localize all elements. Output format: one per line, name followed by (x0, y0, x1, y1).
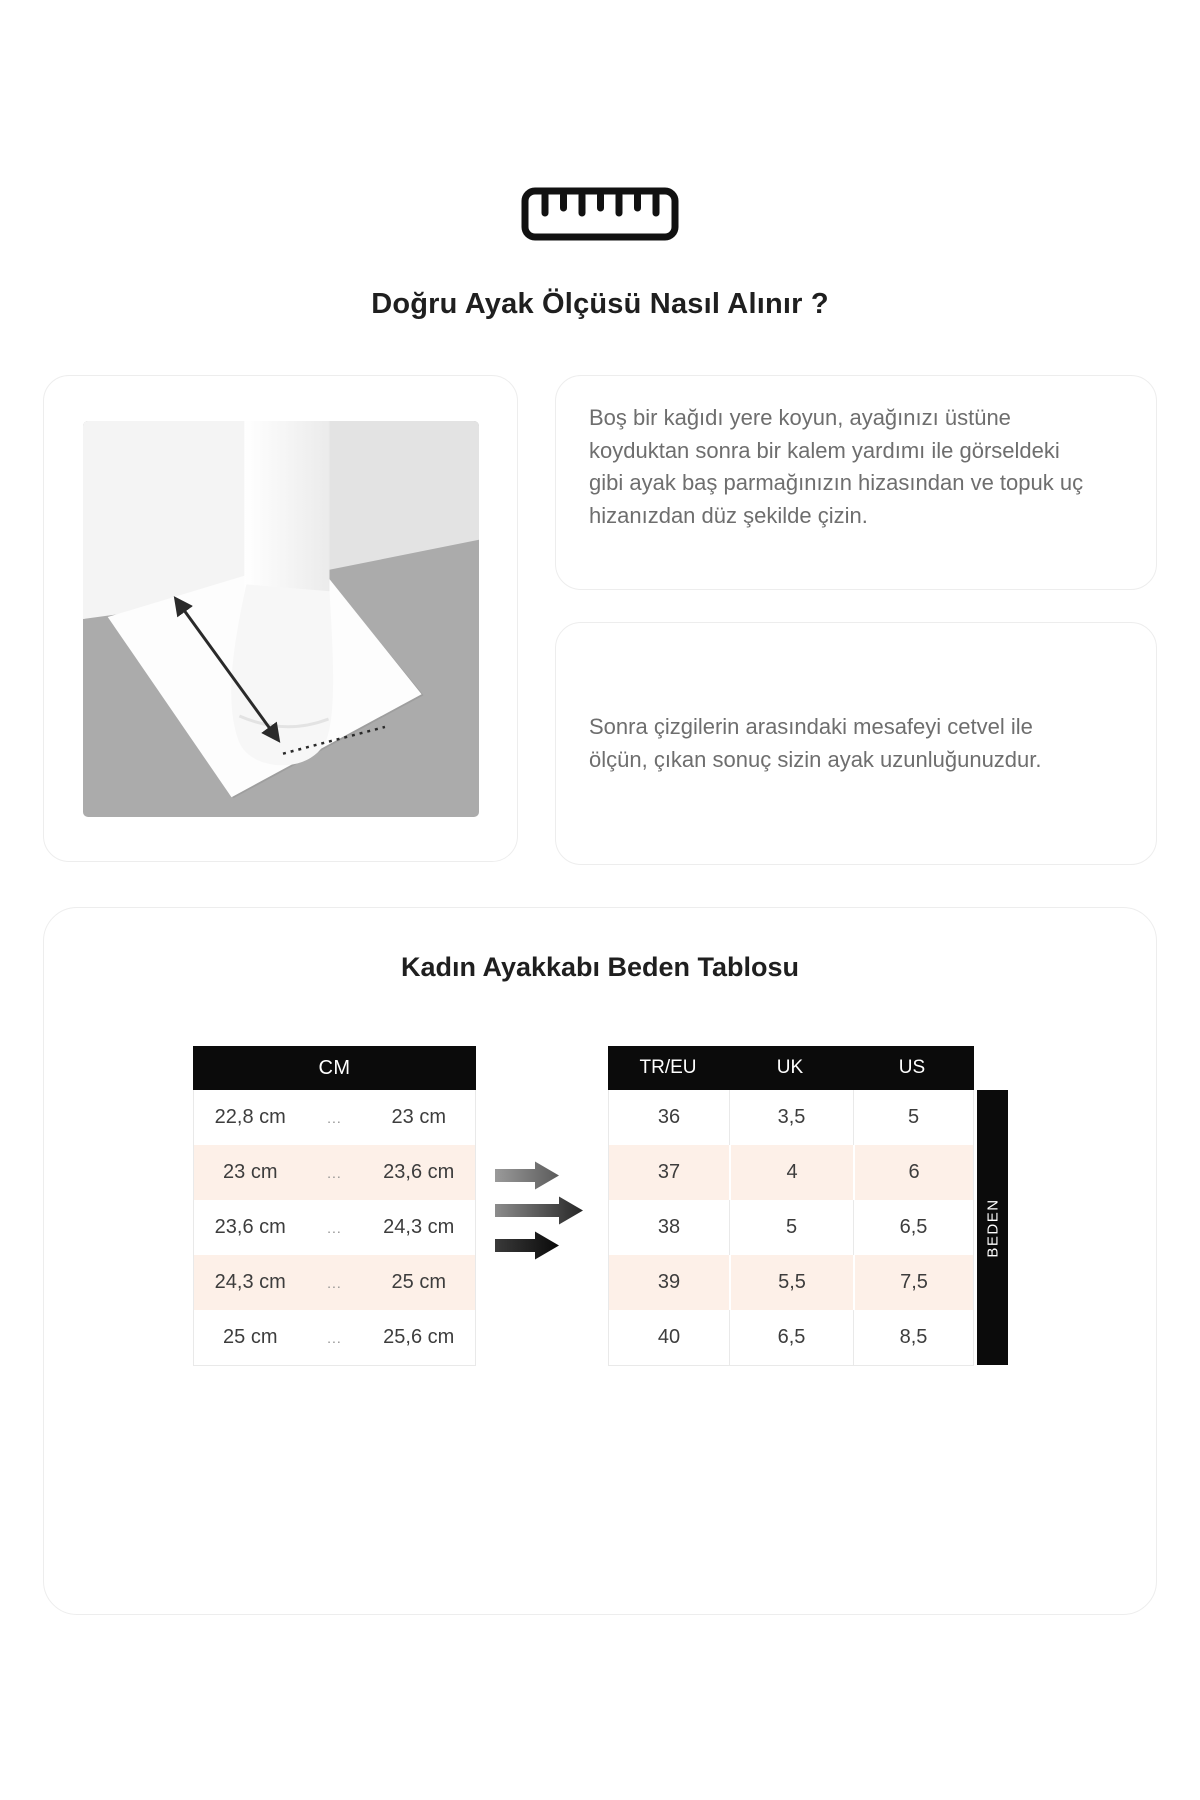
cm-range-to: 23,6 cm (383, 1161, 455, 1183)
arrows-right-icon (495, 1156, 590, 1269)
size-cell: 36 (657, 1106, 681, 1128)
cm-table-row (194, 1310, 475, 1365)
size-table-body (608, 1090, 974, 1366)
cm-table-header: CM (193, 1046, 476, 1090)
cm-range-separator: ... (327, 1274, 342, 1291)
size-table-header-us: US (898, 1057, 926, 1078)
cm-range-table (193, 1046, 476, 1366)
cm-table-row (194, 1145, 475, 1200)
cm-range-from: 23 cm (223, 1161, 278, 1183)
size-table-row (609, 1255, 973, 1310)
size-cell: 40 (657, 1326, 681, 1348)
cm-table-row (194, 1255, 475, 1310)
beden-side-label: BEDEN (984, 1197, 1001, 1258)
instruction-step2-text: Sonra çizgilerin arasındaki mesafeyi cetvel ile ölçün, çıkan sonuç sizin ayak uzunluğunuzdur. (589, 714, 1042, 772)
size-cell: 38 (657, 1216, 681, 1238)
size-chart-title: Kadın Ayakkabı Beden Tablosu (400, 952, 800, 982)
size-cell: 6 (853, 1145, 973, 1200)
cm-range-to: 25 cm (391, 1271, 446, 1293)
size-cell: 5 (729, 1200, 853, 1255)
size-table-row (609, 1145, 973, 1200)
cm-table-row (194, 1090, 475, 1145)
cm-range-separator: ... (327, 1164, 342, 1181)
cm-range-to: 24,3 cm (383, 1216, 455, 1238)
cm-range-from: 23,6 cm (214, 1216, 286, 1238)
cm-range-from: 25 cm (223, 1326, 278, 1348)
size-cell: 5 (853, 1090, 973, 1145)
size-cell: 37 (657, 1161, 681, 1183)
foot-measure-photo-card (43, 375, 518, 862)
instruction-cards-row (43, 375, 1157, 865)
cm-range-separator: ... (327, 1329, 342, 1346)
size-cell: 4 (729, 1145, 853, 1200)
size-table-row (609, 1090, 973, 1145)
size-table-header-row (608, 1046, 974, 1090)
size-table-row (609, 1310, 973, 1365)
size-conversion-table (608, 1046, 1008, 1366)
size-cell: 6,5 (853, 1200, 973, 1255)
size-cell: 39 (657, 1271, 681, 1293)
size-table-row (609, 1200, 973, 1255)
cm-table-row (194, 1200, 475, 1255)
cm-range-from: 22,8 cm (214, 1106, 286, 1128)
beden-side-bar (977, 1090, 1008, 1365)
foot-on-paper-image (83, 421, 479, 817)
instruction-text-column (555, 375, 1157, 865)
size-table-header-uk: UK (776, 1057, 804, 1078)
size-cell: 6,5 (729, 1310, 853, 1365)
cm-range-separator: ... (327, 1219, 342, 1236)
size-cell: 7,5 (853, 1255, 973, 1310)
cm-range-to: 25,6 cm (383, 1326, 455, 1348)
page-title: Doğru Ayak Ölçüsü Nasıl Alınır ? (371, 288, 829, 320)
instruction-card-step2 (555, 622, 1157, 865)
cm-table-body (193, 1090, 476, 1366)
cm-range-from: 24,3 cm (214, 1271, 286, 1293)
size-cell: 8,5 (853, 1310, 973, 1365)
cm-range-to: 23 cm (391, 1106, 446, 1128)
instruction-step1-text: Boş bir kağıdı yere koyun, ayağınızı üstüne koyduktan sonra bir kalem yardımı ile görseldeki gibi ayak baş parmağınızın hizasından ve topuk uç hizanızdan düz şekilde çizin. (589, 405, 1084, 528)
ruler-icon (521, 186, 679, 247)
size-cell: 5,5 (729, 1255, 853, 1310)
instruction-card-step1 (555, 375, 1157, 590)
size-chart-section (43, 907, 1157, 1615)
size-cell: 3,5 (729, 1090, 853, 1145)
cm-range-separator: ... (327, 1109, 342, 1126)
size-table-header-tr-eu: TR/EU (639, 1057, 697, 1078)
